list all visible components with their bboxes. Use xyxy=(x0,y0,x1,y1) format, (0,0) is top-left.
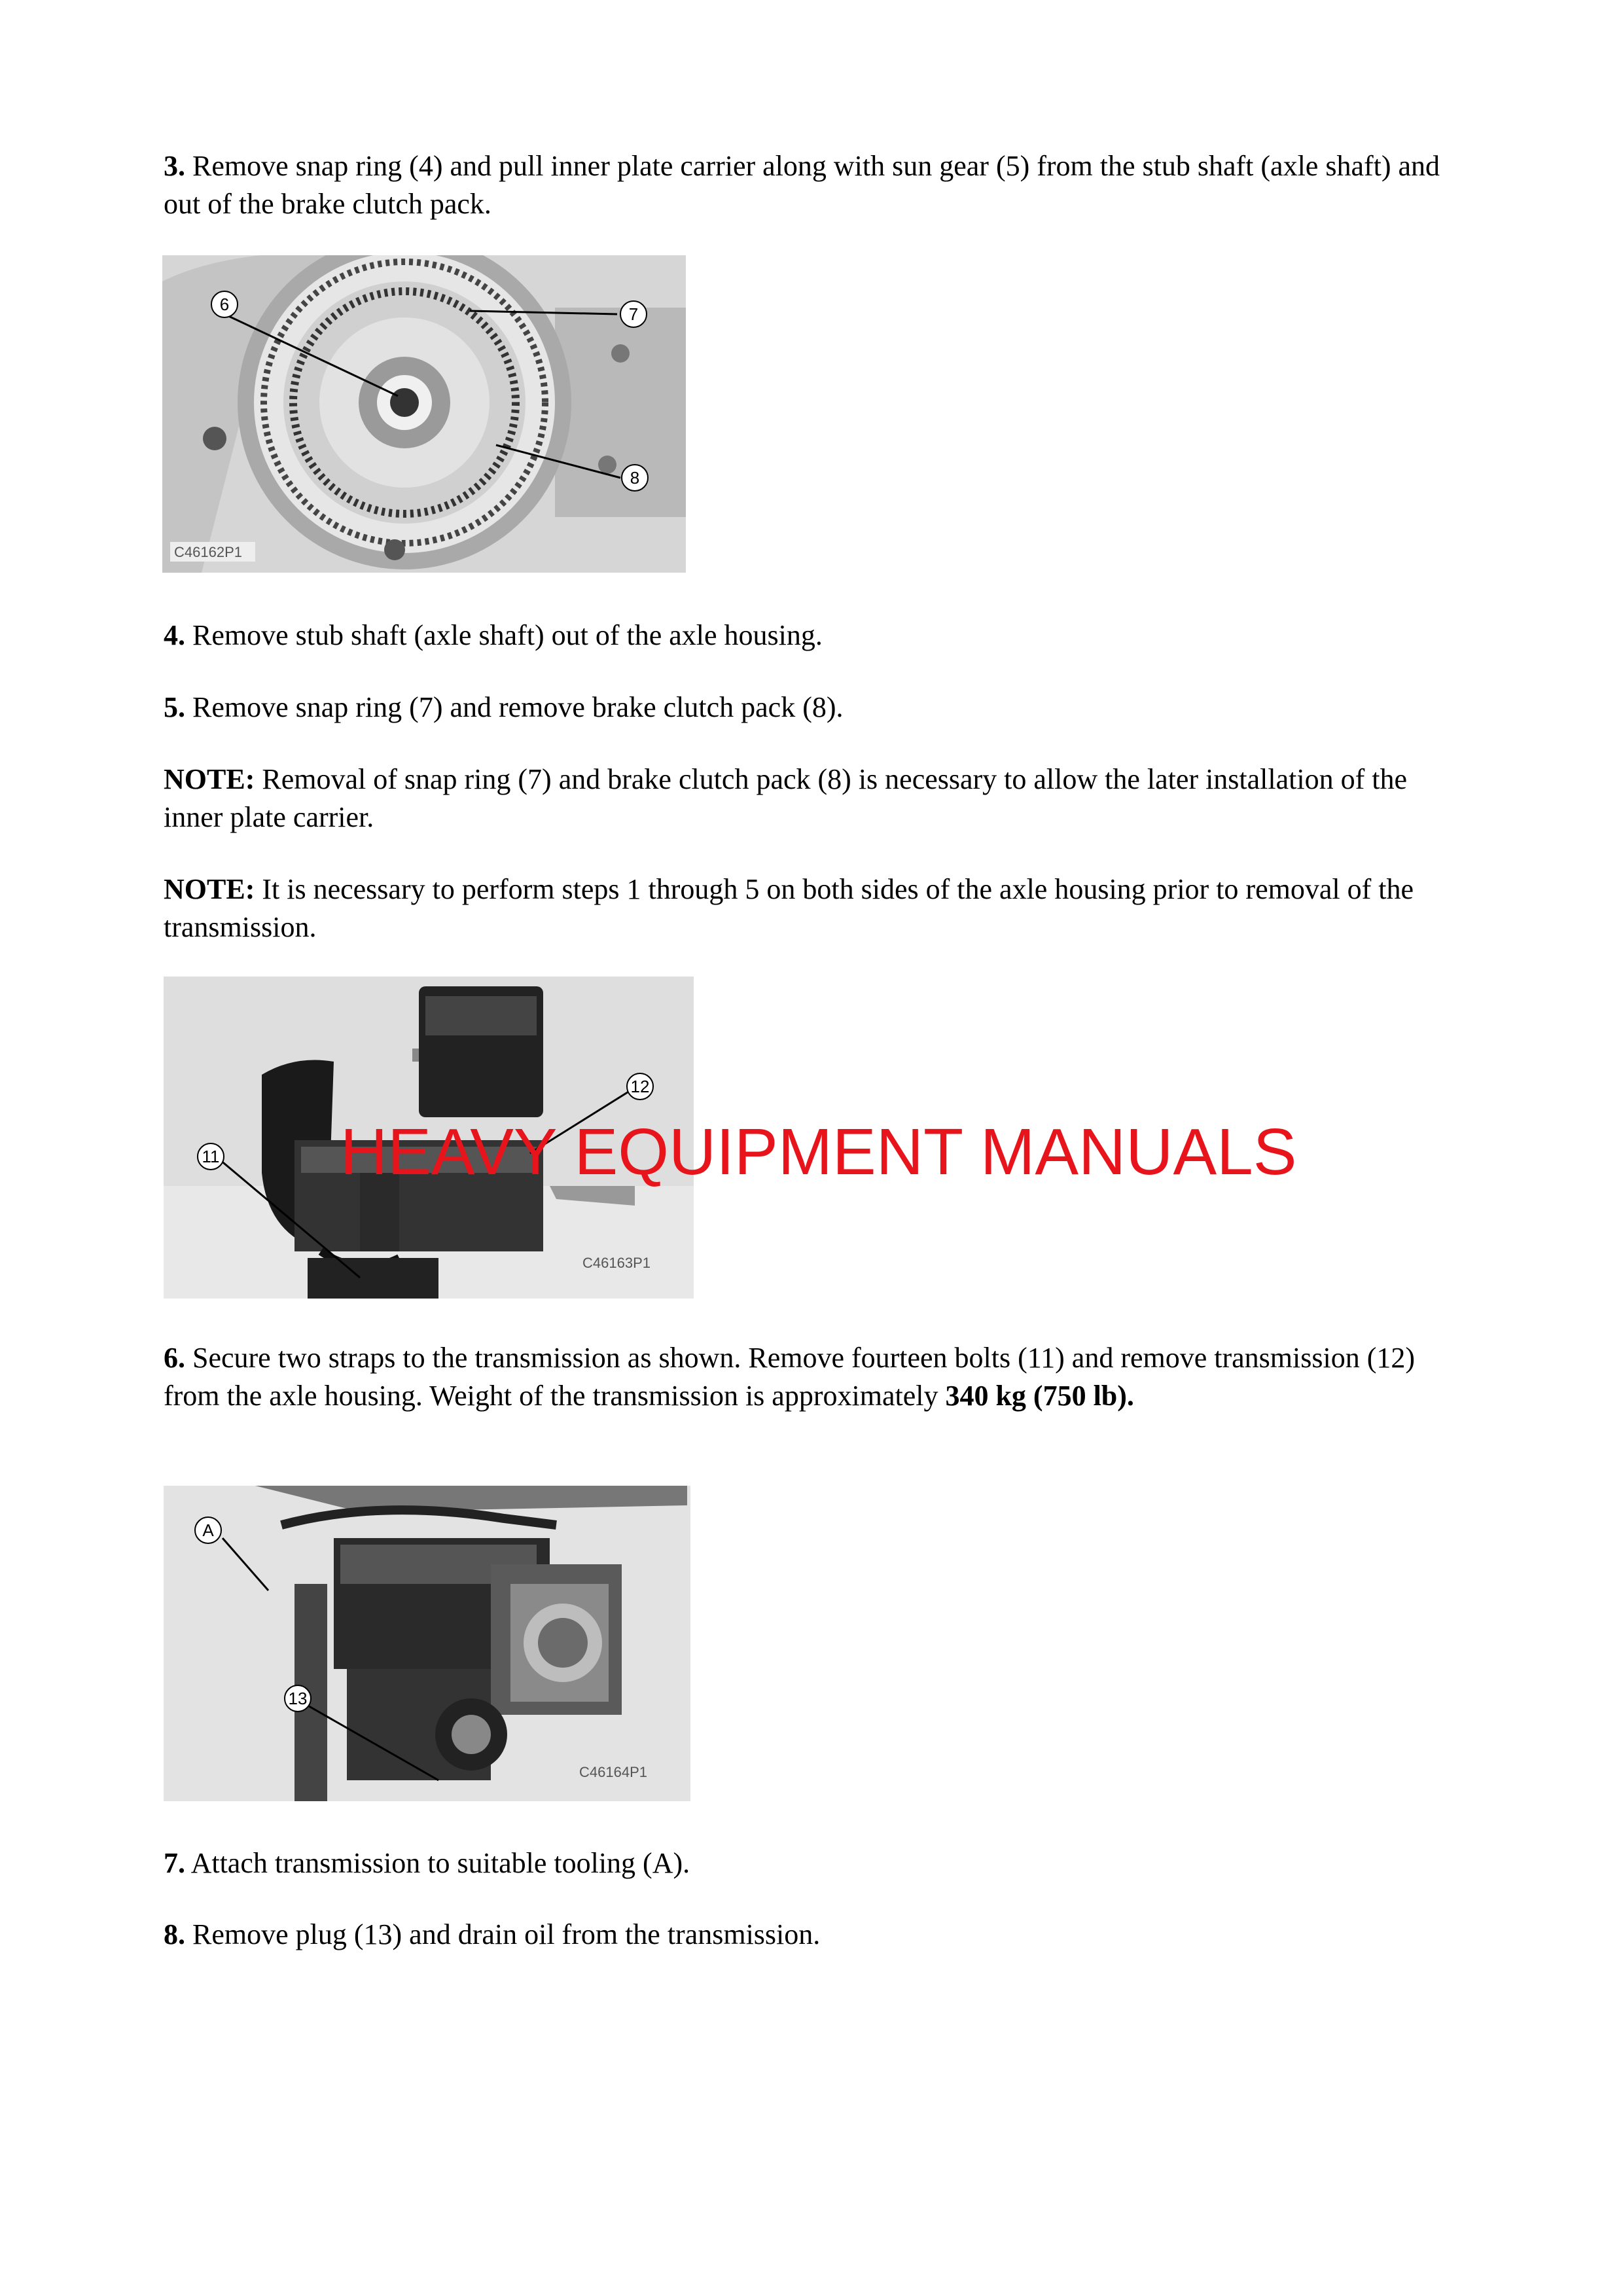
step-text: Remove plug (13) and drain oil from the transmission. xyxy=(185,1918,821,1950)
figure-3-illustration xyxy=(164,1486,690,1801)
callout-7: 7 xyxy=(628,304,639,324)
weight-value: 340 kg (750 lb). xyxy=(945,1380,1134,1412)
figure-transmission-tooling xyxy=(164,1486,690,1801)
step-3 xyxy=(164,147,1472,223)
callout-12: 12 xyxy=(630,1077,650,1096)
callout-13: 13 xyxy=(288,1689,308,1708)
step-number: 3. xyxy=(164,150,185,182)
step-5 xyxy=(164,689,1472,726)
note-label: NOTE: xyxy=(164,763,255,795)
figure-1-illustration xyxy=(162,255,686,573)
step-8 xyxy=(164,1916,1472,1954)
step-text: Attach transmission to suitable tooling (A). xyxy=(185,1847,690,1879)
callout-6: 6 xyxy=(219,295,230,314)
step-number: 5. xyxy=(164,691,185,723)
step-number: 6. xyxy=(164,1342,185,1374)
step-number: 4. xyxy=(164,619,185,651)
callout-11: 11 xyxy=(202,1147,220,1166)
step-4 xyxy=(164,617,1472,655)
note-text: Removal of snap ring (7) and brake clutch pack (8) is necessary to allow the later installation of the inner plate carrier. xyxy=(164,763,1408,833)
step-number: 8. xyxy=(164,1918,185,1950)
note-2 xyxy=(164,870,1472,946)
callout-8: 8 xyxy=(630,468,640,488)
figure-code: C46162P1 xyxy=(174,544,242,560)
watermark: HEAVY EQUIPMENT MANUALS xyxy=(340,1115,1297,1189)
figure-brake-clutch-pack xyxy=(162,255,686,573)
note-label: NOTE: xyxy=(164,873,255,905)
figure-code: C46164P1 xyxy=(579,1764,647,1780)
step-text: Remove snap ring (4) and pull inner plate carrier along with sun gear (5) from the stub shaft (axle shaft) and out of the brake clutch pack. xyxy=(164,150,1440,220)
callout-a: A xyxy=(202,1520,214,1540)
figure-code: C46163P1 xyxy=(582,1255,651,1271)
step-7 xyxy=(164,1844,1472,1882)
step-number: 7. xyxy=(164,1847,185,1879)
note-1 xyxy=(164,761,1472,836)
step-text: Remove stub shaft (axle shaft) out of the axle housing. xyxy=(185,619,823,651)
step-6 xyxy=(164,1339,1472,1415)
step-text: Secure two straps to the transmission as shown. Remove fourteen bolts (11) and remove transmission (12) from the axle housing. Weight of the transmission is approximately xyxy=(164,1342,1416,1412)
step-text: Remove snap ring (7) and remove brake clutch pack (8). xyxy=(185,691,844,723)
note-text: It is necessary to perform steps 1 through 5 on both sides of the axle housing prior to removal of the transmission. xyxy=(164,873,1414,943)
